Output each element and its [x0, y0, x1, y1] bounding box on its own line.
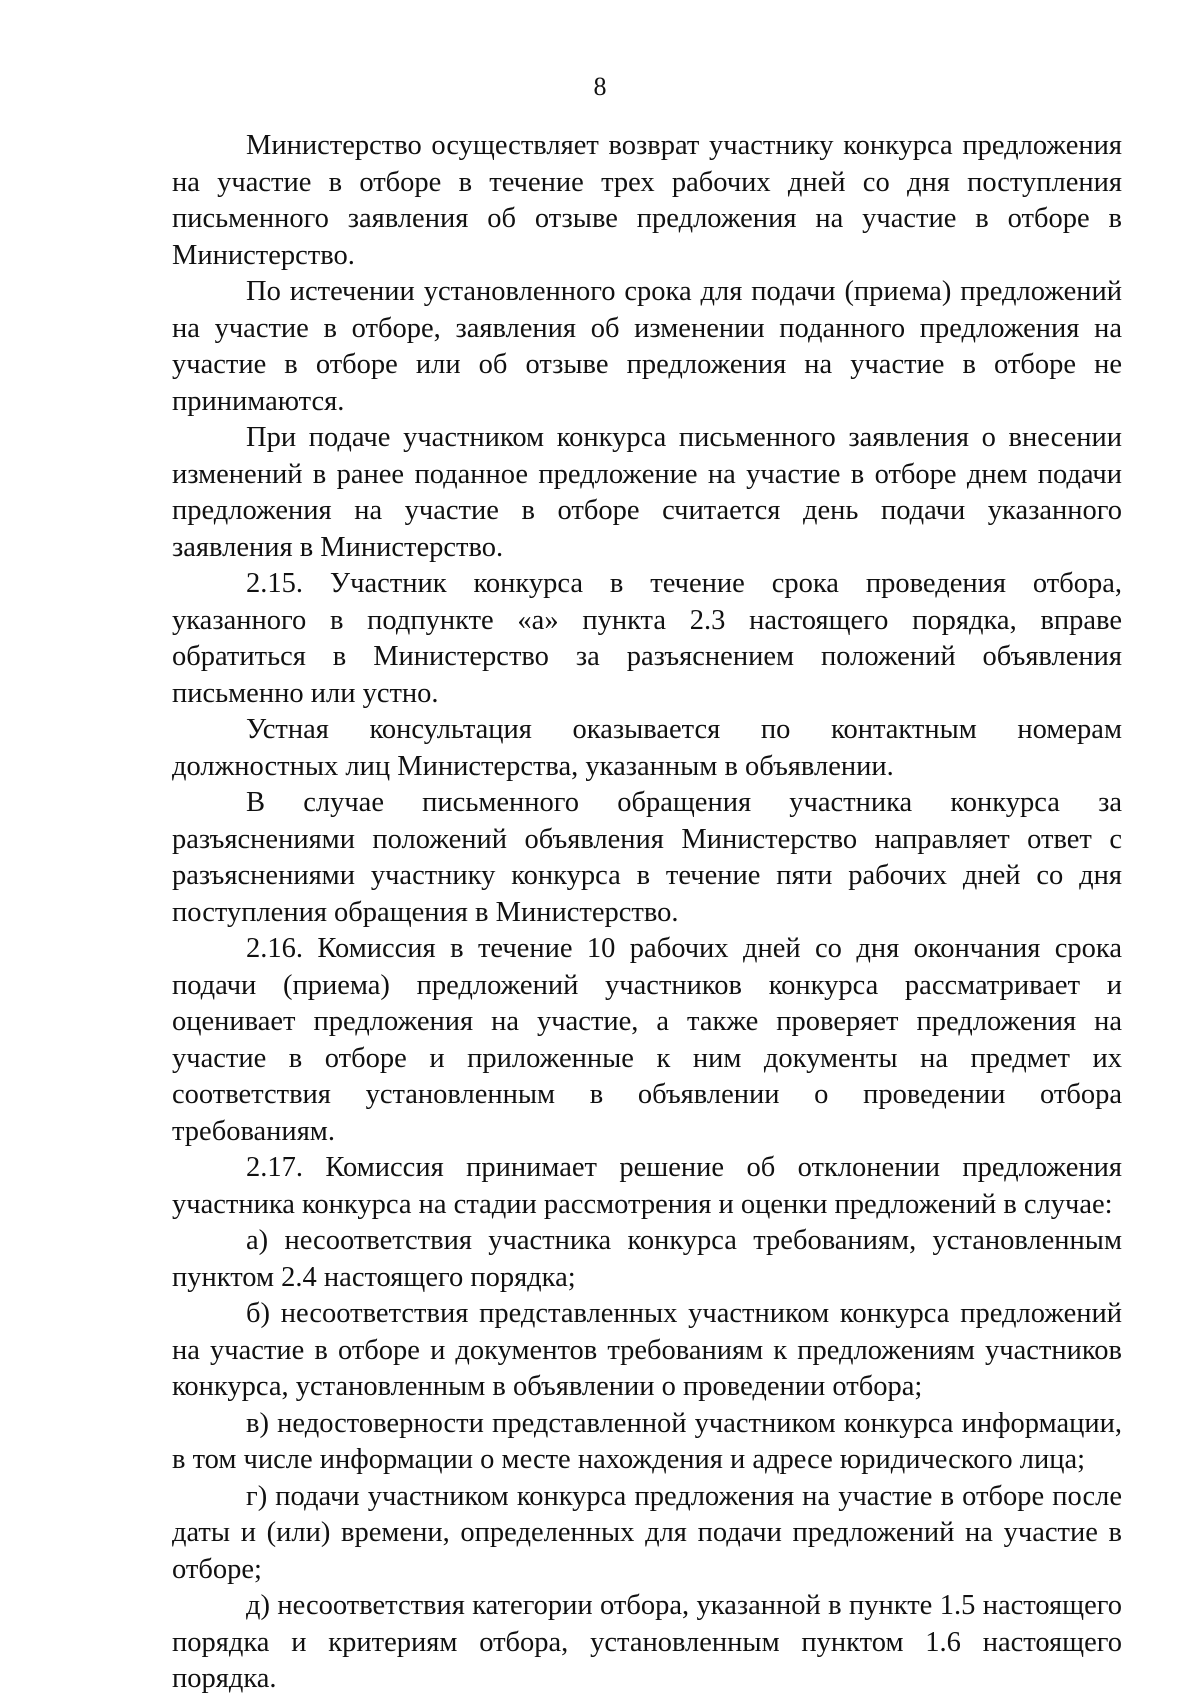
list-item-g: г) подачи участником конкурса предложения на участие в отборе после даты и (или) времени, определенных для подачи предложений на участие в отборе;	[172, 1480, 1122, 1585]
paragraph-oral-consultation: Устная консультация оказывается по контактным номерам должностных лиц Министерства, указанным в объявлении.	[172, 714, 1122, 782]
paragraph-return-proposal: Министерство осуществляет возврат участнику конкурса предложения на участие в отборе в течение трех рабочих дней со дня поступления письменного заявления об отзыве предложения на участие в отборе в Министерство.	[172, 130, 1122, 271]
list-item-v: в) недостоверности представленной участником конкурса информации, в том числе информации о месте нахождения и адресе юридического лица;	[172, 1407, 1122, 1475]
list-item-b: б) несоответствия представленных участником конкурса предложений на участие в отборе и документов требованиям к предложениям участников конкурса, установленным в объявлении о проведении отбора;	[172, 1298, 1122, 1402]
list-item-a: а) несоответствия участника конкурса требованиям, установленным пунктом 2.4 настоящего порядка;	[172, 1225, 1122, 1293]
paragraph-written-request: В случае письменного обращения участника конкурса за разъяснениями положений объявления Министерство направляет ответ с разъяснениями участнику конкурса в течение пяти рабочих дней со дня поступления обращения в Министерство.	[172, 787, 1122, 928]
paragraph-submission-date: При подаче участником конкурса письменного заявления о внесении изменений в ранее поданное предложение на участие в отборе днем подачи предложения на участие в отборе считается день подачи указанного заявления в Министерство.	[172, 422, 1122, 563]
paragraph-deadline-expired: По истечении установленного срока для подачи (приема) предложений на участие в отборе, заявления об изменении поданного предложения на участие в отборе или об отзыве предложения на участие в отборе не принимаются.	[172, 276, 1122, 417]
paragraph-2-16: 2.16. Комиссия в течение 10 рабочих дней со дня окончания срока подачи (приема) предложений участников конкурса рассматривает и оценивает предложения на участие, а также проверяет предложения на участие в отборе и приложенные к ним документы на предмет их соответствия установленным в объявлении о проведении отбора требованиям.	[172, 933, 1122, 1147]
page-number: 8	[593, 72, 607, 101]
document-body	[172, 128, 1122, 1698]
paragraph-2-15: 2.15. Участник конкурса в течение срока проведения отбора, указанного в подпункте «а» пункта 2.3 настоящего порядка, вправе обратиться в Министерство за разъяснением положений объявления письменно или устно.	[172, 568, 1122, 709]
paragraph-2-17: 2.17. Комиссия принимает решение об отклонении предложения участника конкурса на стадии рассмотрения и оценки предложений в случае:	[172, 1152, 1122, 1220]
list-item-d: д) несоответствия категории отбора, указанной в пункте 1.5 настоящего порядка и критериям отбора, установленным пунктом 1.6 настоящего порядка.	[172, 1590, 1122, 1694]
